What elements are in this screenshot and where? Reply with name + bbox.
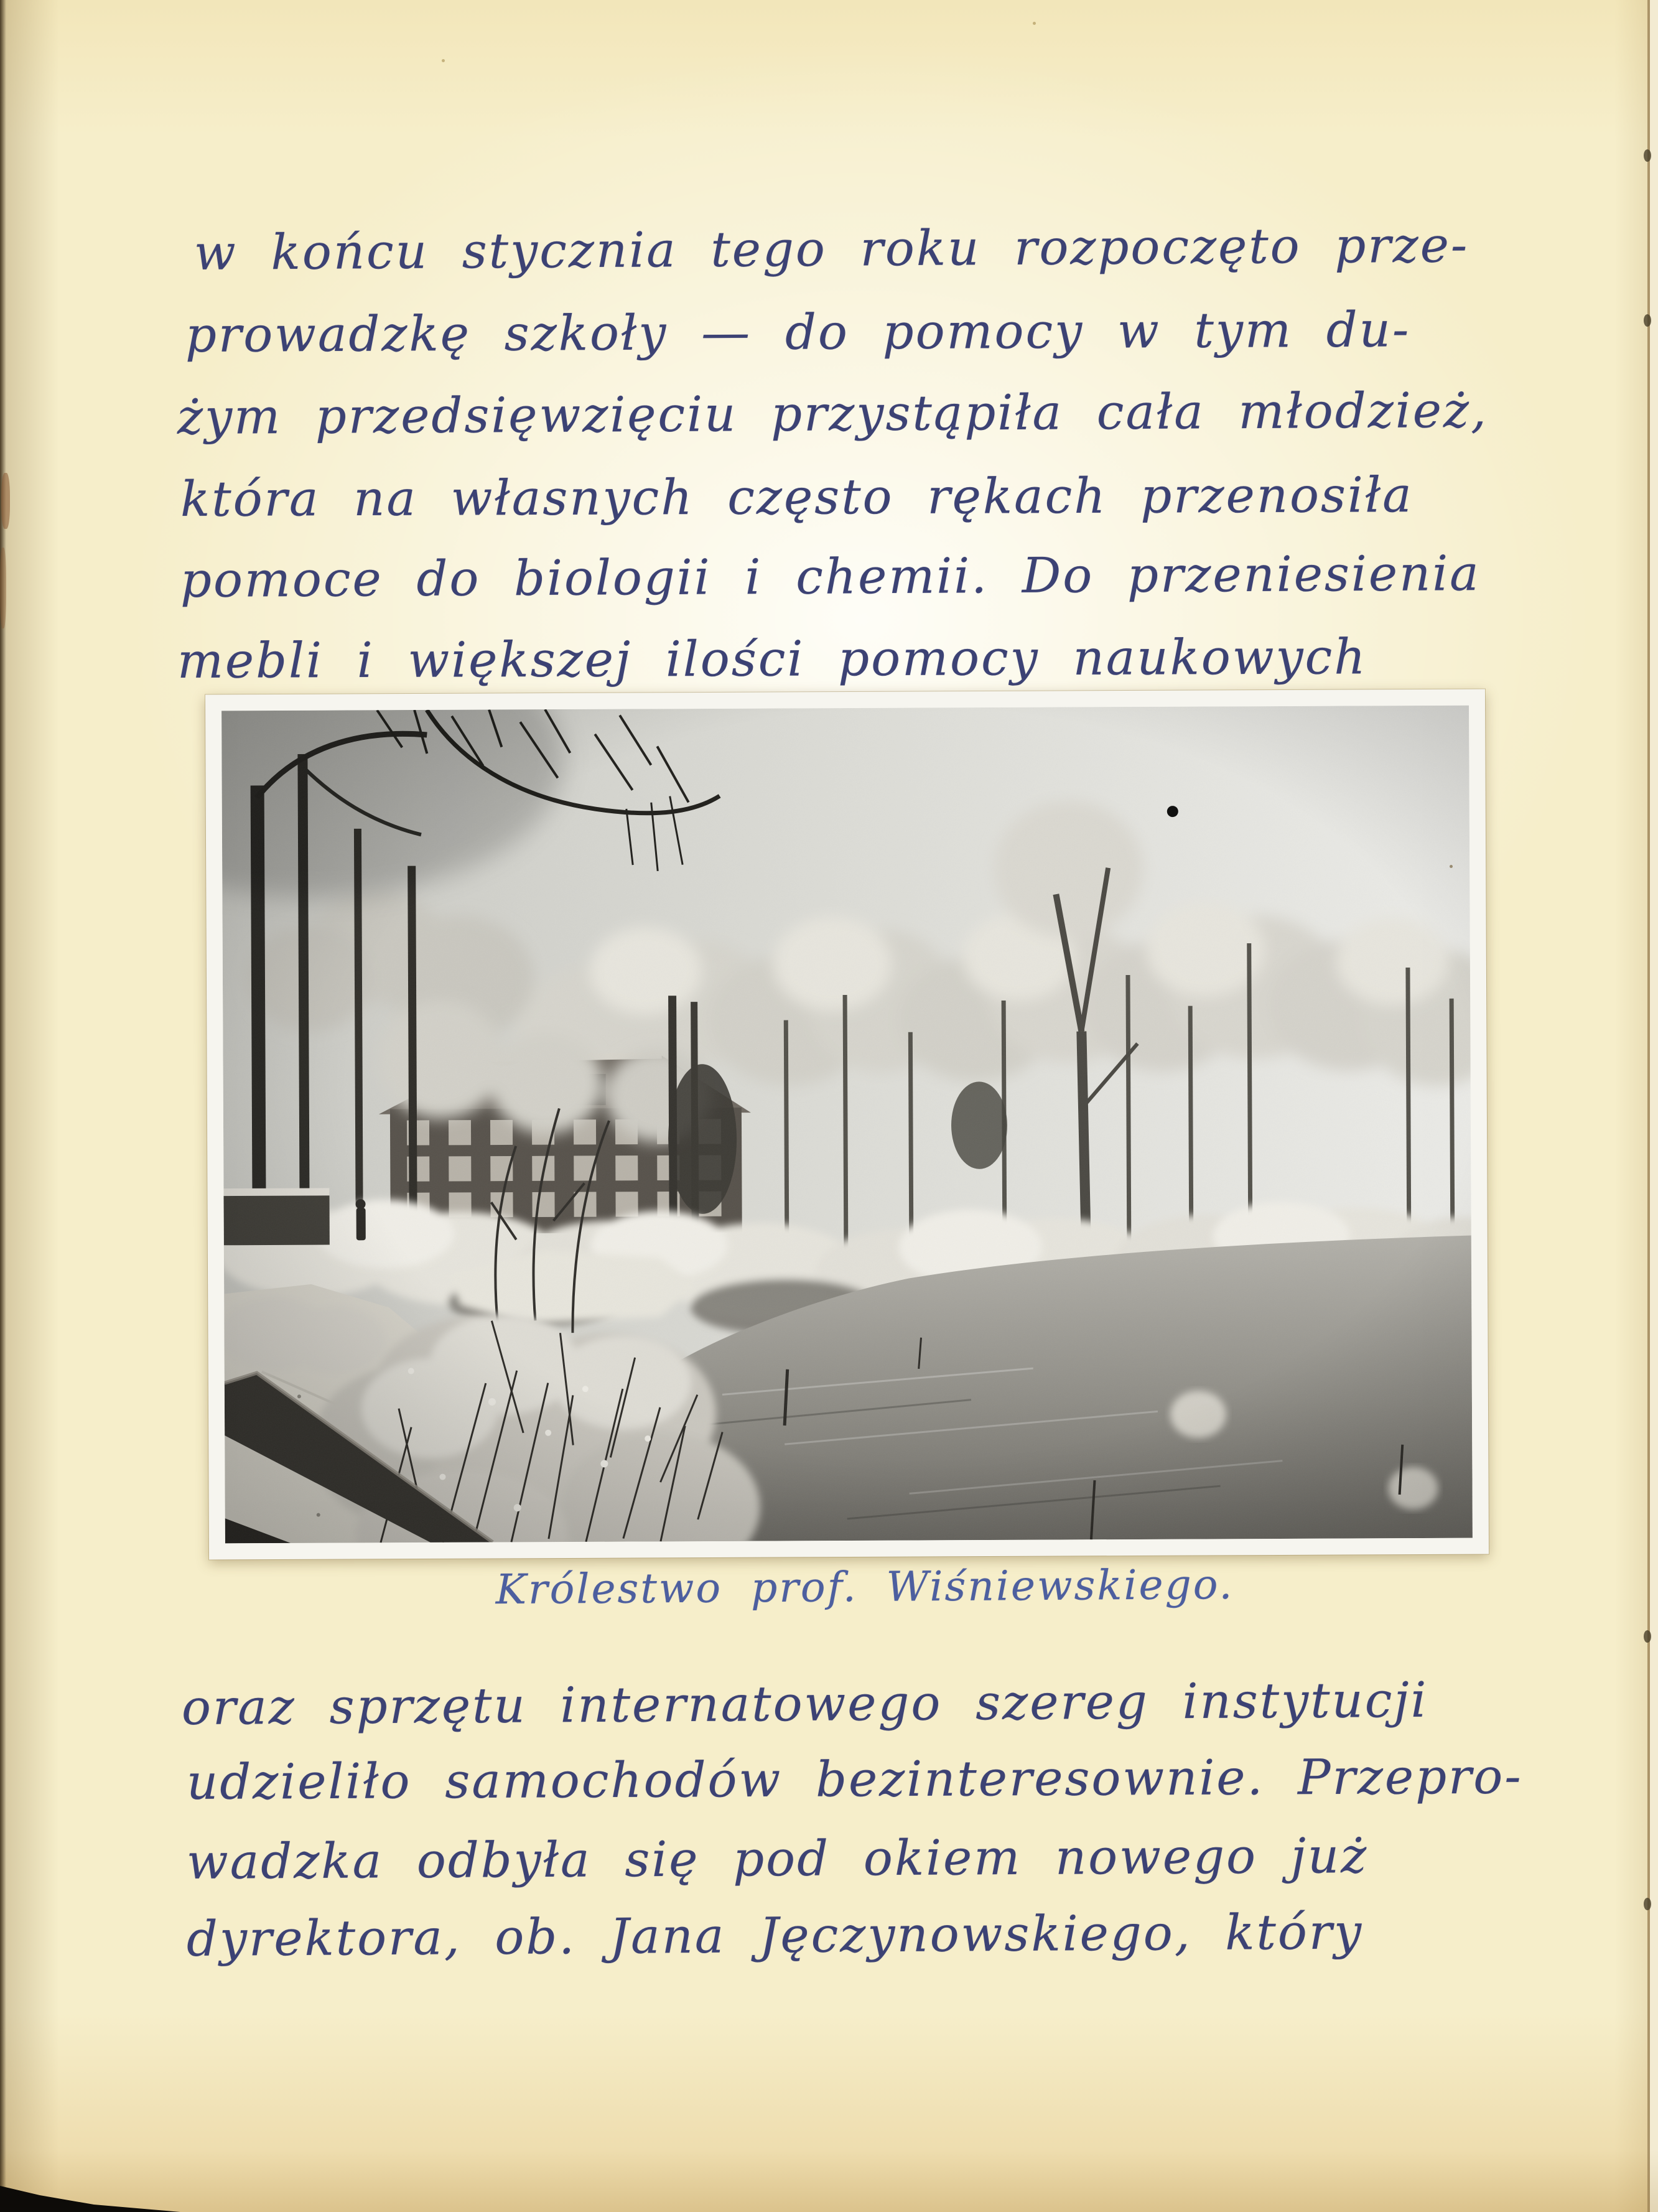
handwriting-line-3: żym przedsięwzięciu przystąpiła cała młodzież,: [177, 382, 1489, 446]
dust-speck-2: [1033, 22, 1036, 25]
left-margin-smudge-2: [0, 548, 6, 628]
handwriting-line-1: w końcu stycznia tego roku rozpoczęto prze-: [193, 217, 1469, 281]
handwriting-line-9: wadzka odbyła się pod okiem nowego już: [186, 1828, 1369, 1890]
page-edge-notch-3: [1644, 1630, 1651, 1643]
right-page-edge-strip: [1650, 0, 1658, 2212]
winter-park-photo: [221, 706, 1473, 1544]
page-edge-notch-4: [1644, 1898, 1651, 1910]
photo-caption: Królestwo prof. Wiśniewskiego.: [495, 1560, 1234, 1614]
bottom-page-shade: [0, 2150, 1658, 2212]
left-margin-smudge-1: [1, 473, 10, 529]
handwriting-line-7: oraz sprzętu internatowego szereg instytucji: [181, 1672, 1428, 1736]
left-page-edge-shadow: [0, 0, 6, 2212]
handwriting-line-4: która na własnych często rękach przenosiła: [180, 467, 1413, 528]
dust-speck-1: [442, 59, 445, 62]
handwriting-line-2: prowadzkę szkoły — do pomocy w tym du-: [185, 302, 1411, 363]
handwriting-line-6: mebli i większej ilości pomocy naukowych: [177, 629, 1367, 689]
page-edge-notch-1: [1644, 149, 1651, 162]
dust-speck-3: [1450, 865, 1453, 868]
handwriting-line-10: dyrektora, ob. Jana Jęczynowskiego, który: [186, 1904, 1364, 1967]
film-grain: [221, 706, 1473, 1544]
page-edge-notch-2: [1644, 314, 1651, 327]
handwriting-line-5: pomoce do biologii i chemii. Do przeniesienia: [180, 546, 1481, 609]
photo-print: [205, 689, 1489, 1560]
handwriting-line-8: udzieliło samochodów bezinteresownie. Przepro-: [186, 1748, 1523, 1811]
